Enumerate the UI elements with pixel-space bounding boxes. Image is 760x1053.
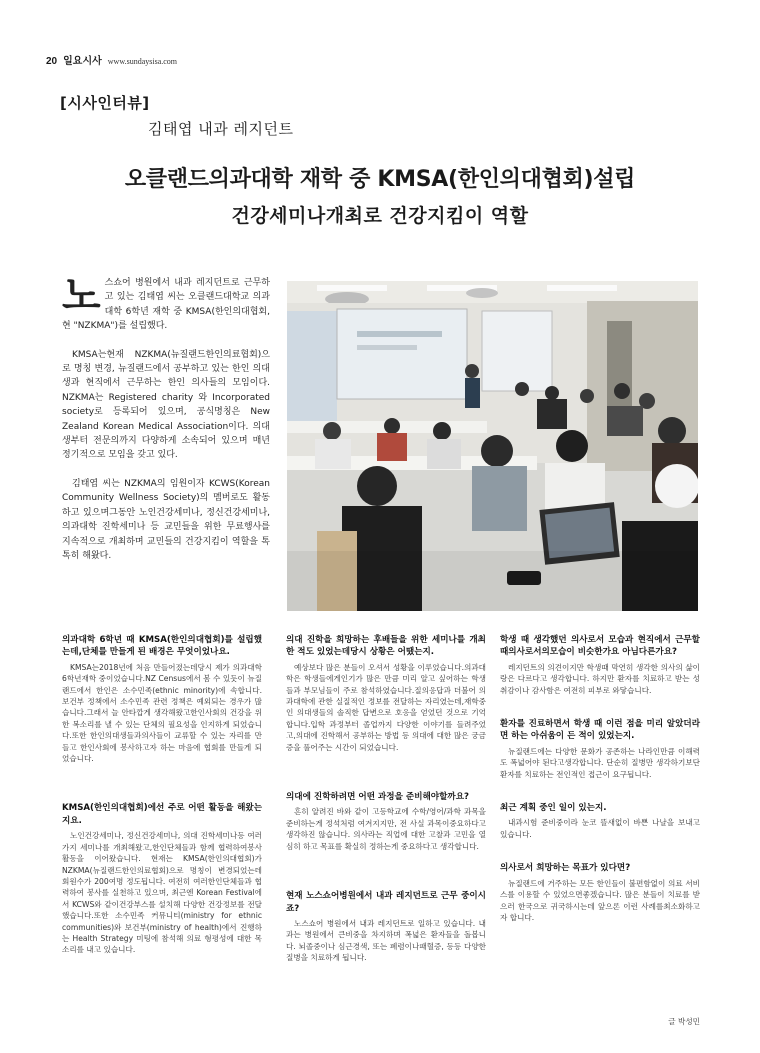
seminar-photo	[287, 281, 698, 611]
question: 의과대학 6학년 때 KMSA(한인의대협회)를 설립했는데,단체를 만들게 된 배경은 무엇이었나요.	[62, 635, 262, 658]
question: KMSA(한인의대협회)에선 주로 어떤 활동을 해왔는지요.	[62, 803, 262, 826]
qa-column-3	[500, 634, 700, 923]
answer: 뉴질랜드에는 다양한 문화가 공존하는 나라인만큼 이해력도 폭넓어야 된다고생각합니다. 단순히 질병만 생각하기보단 환자를 치료하는 전인적인 접근이 요구됩니다.	[500, 746, 700, 779]
intro-paragraph-2: KMSA는현재 NZKMA(뉴질랜드한인의료협회)으로 명칭 변경, 뉴질랜드에서 공부하고 있는 한인 의대생과 현직에서 근무하는 한인 의사들의 모임이다. NZKMA는 Registered charity 와 Incorporated society로 등록되어 있으며, 공식명칭은 New Zealand Korean Medical Association이다. 의대생부터 전문의까지 다양하게 소속되어 있으며 매년 정기적으로 모임을 갖고 있다.	[62, 349, 270, 461]
qa-block	[500, 862, 700, 923]
qa-block	[500, 802, 700, 840]
answer: 예상보다 많은 분들이 오셔서 성황을 이루었습니다.의과대학은 학생들에게인기가 많은 만큼 미리 알고 싶어하는 학생들과 부모님들이 주로 참석하였습니다.질의응답과 더불어 의과대학에 관한 실질적인 정보를 전달하는 자리였는데,재학중인 의대생들의 솔직한 답변으로 호응을 얻었던 것으로 기억합니다.입학 과정부터 졸업까지 다양한 이야기를 들려주었고,의대에 진학해서 공부하는 방법 등 의대에 대한 많은 궁금증을 풀어주는 시간이 되었습니다.	[286, 662, 486, 752]
qa-block	[500, 718, 700, 780]
section-kicker: [시사인터뷰]	[60, 94, 150, 112]
answer: 내과시험 준비중이라 눈코 뜰새없이 바쁜 나날을 보내고 있습니다.	[500, 818, 700, 839]
interviewee-byline: 김태엽 내과 레지던트	[148, 120, 294, 138]
intro-paragraph-1: 노스쇼어 병원에서 내과 레지던트로 근무하고 있는 김태엽 씨는 오클랜드대학교 의과대학 6학년 재학 중 KMSA(한인의대협회, 현 "NZKMA")를 설립했다.	[62, 272, 270, 332]
answer: KMSA는2018년에 처음 만들어졌는데당시 제가 의과대학 6학년재학 중이었습니다.NZ Census에서 봄 수 있듯이 뉴질랜드에서 한인은 소수민족(ethnic minority)에 속합니다. 보건부 정책에서 소수민족 관련 정책은 예외되는 경우가 많습니다.그래서 늘 안타깝게 생각해왔고한인사회의 건강을 위한 복소리를 낼 수 있는 단체의 필요성을 인지하게 되었습니다.또한 한인의대생들과의사들이 교류할 수 있는 자리를 만들고 한인사회에 봉사하고자 하는 마음에 협회를 만들게 되었습니다.	[62, 662, 262, 764]
question: 최근 계획 중인 일이 있는지.	[500, 803, 607, 814]
qa-column-2	[286, 634, 486, 1002]
magazine-name: 일요시사	[63, 56, 102, 67]
intro-paragraph-3: 김태엽 씨는 NZKMA의 임원이자 KCWS(Korean Community Wellness Society)의 멤버로도 활동하고 있으며그동안 노인건강세미나, 정신건강세미나, 의과대학 진학세미나 등 교민들을 위한 무료행사를 지속적으로 개최하며 교민들의 건강지킴이 역할을 톡톡히 해왔다.	[62, 478, 270, 561]
answer: 노스쇼어 병원에서 내과 레지던트로 일하고 있습니다. 내과는 병원에서 큰비중을 차지하며 폭넓은 환자들을 돌봅니다. 뇌졸중이나 심근경색, 또는 폐렴이나패혈증, 등등 다양한 질병을 치료하게 됩니다.	[286, 918, 486, 963]
author-credit: 글 박성민	[668, 1017, 700, 1026]
page-number: 20	[46, 56, 58, 67]
question: 환자를 진료하면서 학생 때 이런 점을 미리 알았더라면 하는 아쉬움이 든 적이 있었는지.	[500, 719, 700, 742]
answer: 흔히 알려진 바와 같이 고등학교에 수학/영어/과학 과목을 준비하는게 정석처럼 여겨지지만, 전 사실 과목이중요하다고 생각하진 않습니다. 의사라는 직업에 대한 고찰과 고민을 열심히 하고 목표를 확실히 정하는게 중요하다고 생각합니다.	[286, 807, 486, 851]
answer: 노인건강세미나, 정신건강세미나, 의대 진학세미나등 여러가지 세미나를 개최해왔고,한인단체들과 함께 협력하여봉사 활동을 이어왔습니다. 현재는 KMSA(한인의대협회)가 NZKMA(뉴질랜드한인의료협회)으로 명칭이 변경되었는데 회원수가 200여명 정도됩니다. 여전히 여러한인단체들과 협력하여 봉사를 실천하고 있으며, 최근엔 Korean Festival에서 KCWS와 같이건강부스를 설치해 다양한 건강정보를 전달했습니다.또한 소수민족 커뮤니티(ministry for ethnic communities)와 보건부(ministry of health)에서 진행하는 Health Strategy 미팅에 참석해 의료 형평성에 대한 목소리를 내고 있습니다.	[62, 831, 262, 955]
question: 의대에 진학하려면 어떤 과정을 준비해야할까요?	[286, 792, 469, 803]
qa-block	[500, 634, 700, 696]
magazine-url: www.sundaysisa.com	[107, 57, 178, 66]
qa-block	[286, 791, 486, 852]
headline: 오클랜드의과대학 재학 중 KMSA(한인의대협회)설립	[124, 167, 636, 192]
question: 학생 때 생각했던 의사로서 모습과 현직에서 근무할 때의사로서의모습이 비슷한가요 아님다른가요?	[500, 635, 700, 658]
qa-block	[286, 890, 486, 963]
question: 의대 진학을 희망하는 후배들을 위한 세미나를 개최한 적도 있었는데당시 상황은 어땠는지.	[286, 635, 486, 658]
qa-column-1	[62, 634, 262, 994]
qa-block	[62, 634, 262, 764]
qa-block	[286, 634, 486, 753]
page-header	[46, 52, 716, 66]
subheadline: 건강세미나개최로 건강지킴이 역할	[231, 205, 529, 227]
qa-block	[62, 802, 262, 955]
answer: 뉴질랜드에 거주하는 모든 한인들이 불편함없이 의료 서비스를 이용할 수 있었으면좋겠습니다. 많은 분들이 치료를 받으러 한국으로 귀국하시는데 앞으론 이런 사례를최소화하고자 합니다.	[500, 878, 700, 922]
question: 현재 노스쇼어병원에서 내과 레지던트로 근무 중이시죠?	[286, 891, 486, 914]
drop-cap: 노	[62, 272, 101, 319]
question: 의사로서 희망하는 목표가 있다면?	[500, 863, 631, 874]
intro-text	[62, 272, 270, 577]
answer: 레지던트의 의견이지만 학생때 막연히 생각한 의사의 삶이랑은 다르다고 생각합니다. 하지만 환자를 치료하고 받는 성취감이나 감사함은 여전히 피부로 와닿습니다.	[500, 662, 700, 695]
